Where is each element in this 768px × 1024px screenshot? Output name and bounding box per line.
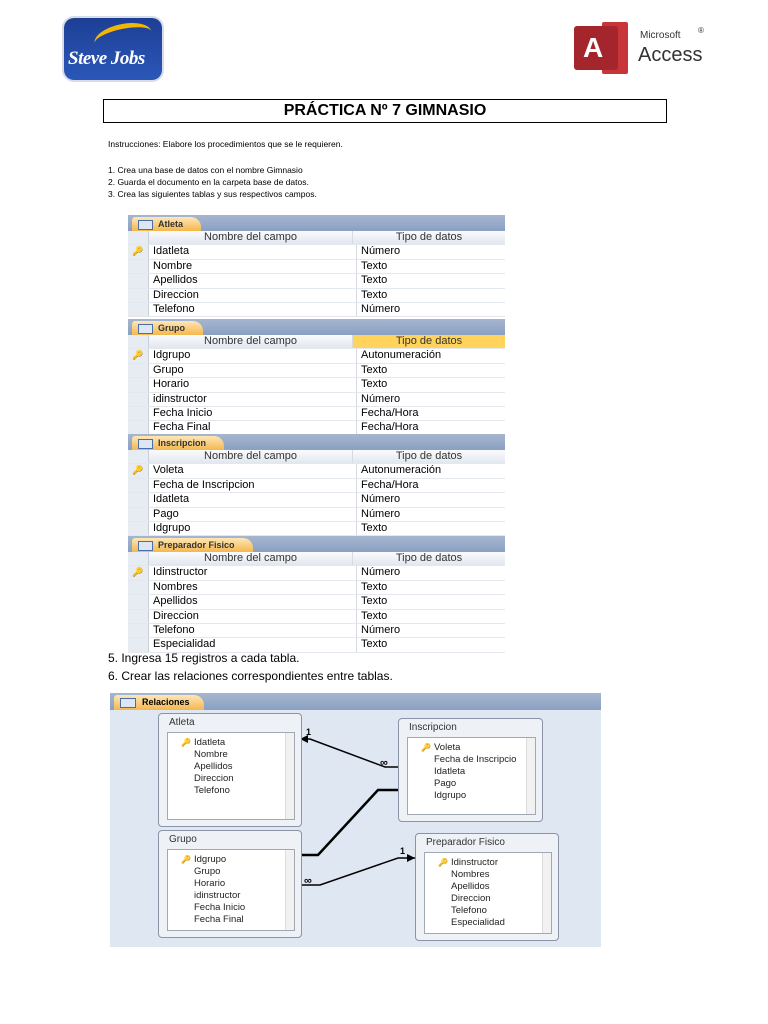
data-type[interactable]: Autonumeración [361,464,442,477]
data-type[interactable]: Texto [361,521,388,534]
step-3: 3. Crea las siguientes tablas y sus respectivos campos. [108,189,317,199]
table-tab[interactable]: Preparador Fisico [132,538,253,552]
field-name[interactable]: Apellidos [149,595,357,608]
relation-field[interactable]: Idgrupo [434,790,467,801]
table-header-row [128,450,505,464]
field-name[interactable]: Telefono [149,624,357,637]
field-name[interactable]: Voleta [149,464,357,477]
field-name[interactable]: Fecha de Inscripcion [149,479,357,492]
data-type[interactable]: Texto [361,638,388,651]
one-marker: 1 [400,846,406,856]
relation-field[interactable]: Fecha de Inscripcio [434,754,517,765]
table-row[interactable] [128,479,505,493]
table-header-row [128,552,505,566]
registered-mark: ® [698,26,704,35]
table-header-row [128,231,505,245]
page-title: PRÁCTICA Nº 7 GIMNASIO [103,99,667,123]
column-header-field: Nombre del campo [149,552,353,565]
table-row[interactable] [128,624,505,638]
table-row[interactable] [128,566,505,580]
relation-field[interactable]: idinstructor [194,890,241,901]
table-row[interactable] [128,274,505,288]
data-type[interactable]: Texto [361,288,388,301]
one-marker: 1 [306,727,312,737]
relation-field[interactable]: Horario [194,878,226,889]
step-6: 6. Crear las relaciones correspondientes entre tablas. [108,669,393,683]
data-type[interactable]: Número [361,507,401,520]
relation-field[interactable]: Idatleta [434,766,466,777]
column-header-type: Tipo de datos [395,231,463,243]
column-header-type: Tipo de datos [395,552,463,564]
key-icon: 🔑 [181,738,191,747]
relation-field[interactable]: Especialidad [451,917,505,928]
data-type[interactable]: Texto [361,595,388,608]
field-name[interactable]: Direccion [149,610,357,623]
relation-table-box[interactable] [158,713,302,827]
table-tab[interactable]: Atleta [132,217,201,231]
field-name[interactable]: Idgrupo [149,522,357,535]
scrollbar[interactable] [526,738,535,814]
instructions-text: Instrucciones: Elabore los procedimientos que se le requieren. [108,139,343,149]
key-icon: 🔑 [132,350,144,361]
field-name[interactable]: Telefono [149,303,357,316]
data-type[interactable]: Texto [361,609,388,622]
access-letter: A [583,32,604,63]
field-name[interactable]: idinstructor [149,393,357,406]
relation-field[interactable]: Idgrupo [194,854,227,865]
relation-field[interactable]: Fecha Final [194,914,244,925]
relation-field[interactable]: Voleta [434,742,461,753]
field-name[interactable]: Nombres [149,581,357,594]
data-type[interactable]: Número [361,245,401,258]
table-row[interactable] [128,303,505,317]
table-row[interactable] [128,245,505,259]
relation-table-title[interactable]: Atleta [169,717,195,728]
steve-jobs-logo [64,18,162,80]
table-tab[interactable]: Grupo [132,321,203,335]
data-type[interactable]: Texto [361,363,388,376]
field-name[interactable]: Direccion [149,289,357,302]
key-icon: 🔑 [132,465,144,476]
field-name[interactable]: Horario [149,378,357,391]
column-header-type: Tipo de datos [395,450,463,462]
relations-tab[interactable]: Relaciones [114,695,204,710]
scrollbar[interactable] [285,850,294,930]
many-marker: ∞ [304,875,312,887]
table-row[interactable] [128,378,505,392]
relation-arrow [407,854,415,862]
table-design-3 [128,536,505,653]
table-design-2 [128,434,505,536]
many-marker: ∞ [380,757,388,769]
table-design-1 [128,319,505,436]
step-1: 1. Crea una base de datos con el nombre Gimnasio [108,165,303,175]
table-row[interactable] [128,581,505,595]
field-name[interactable]: Fecha Inicio [149,407,357,420]
data-type[interactable]: Texto [361,259,388,272]
column-header-field: Nombre del campo [149,450,353,463]
relation-line-grupo-preparador [300,858,415,885]
key-icon: 🔑 [132,246,144,257]
relation-field[interactable]: Pago [434,778,457,789]
table-row[interactable] [128,349,505,363]
relations-window [110,693,601,947]
relation-field[interactable]: Idatleta [194,737,226,748]
scrollbar[interactable] [542,853,551,933]
access-logo [572,22,712,74]
data-type[interactable]: Número [361,623,401,636]
relation-field[interactable]: Nombres [451,869,490,880]
field-name[interactable]: Idatleta [149,493,357,506]
column-header-field: Nombre del campo [149,335,353,348]
column-header-field: Nombre del campo [149,231,353,244]
microsoft-label: Microsoft [640,30,681,41]
relation-table-box[interactable] [398,718,543,822]
data-type[interactable]: Texto [361,580,388,593]
data-type[interactable]: Texto [361,378,388,391]
step-5: 5. Ingresa 15 registros a cada tabla. [108,651,300,665]
relation-field[interactable]: Idinstructor [451,857,498,868]
data-type[interactable]: Autonumeración [361,349,442,362]
relation-field[interactable]: Grupo [194,866,221,877]
relation-table-box[interactable] [415,833,559,941]
table-header-row [128,335,505,349]
field-name[interactable]: Pago [149,508,357,521]
relation-field[interactable]: Nombre [194,749,228,760]
data-type[interactable]: Fecha/Hora [361,406,419,419]
relation-field[interactable]: Telefono [194,785,230,796]
field-name[interactable]: Nombre [149,260,357,273]
steve-jobs-logo-text: Steve Jobs [68,48,145,69]
field-name[interactable]: Fecha Final [149,421,357,434]
relation-table-title[interactable]: Grupo [169,834,197,845]
table-row[interactable] [128,260,505,274]
table-row[interactable] [128,407,505,421]
scrollbar[interactable] [285,733,294,819]
relation-table-box[interactable] [158,830,302,938]
field-name[interactable]: Apellidos [149,274,357,287]
key-icon: 🔑 [132,567,144,578]
key-icon: 🔑 [421,743,431,752]
table-row[interactable] [128,464,505,478]
relation-field[interactable]: Apellidos [194,761,233,772]
relation-field[interactable]: Apellidos [451,881,490,892]
relation-field[interactable]: Direccion [194,773,234,784]
key-icon: 🔑 [181,855,191,864]
key-icon: 🔑 [438,858,448,867]
table-row[interactable] [128,522,505,536]
data-type[interactable]: Número [361,302,401,315]
data-type[interactable]: Fecha/Hora [361,478,419,491]
table-design-0 [128,215,505,317]
relation-field[interactable]: Fecha Inicio [194,902,246,913]
access-label: Access [638,44,703,66]
table-row[interactable] [128,289,505,303]
relation-field[interactable]: Direccion [451,893,491,904]
field-name[interactable]: Grupo [149,364,357,377]
table-row[interactable] [128,364,505,378]
relation-field[interactable]: Telefono [451,905,487,916]
relation-line-grupo-inscripcion [300,790,398,855]
data-type[interactable]: Número [361,493,401,506]
table-tab[interactable]: Inscripcion [132,436,224,450]
table-row[interactable] [128,393,505,407]
step-2: 2. Guarda el documento en la carpeta base de datos. [108,177,309,187]
data-type[interactable]: Texto [361,274,388,287]
data-type[interactable]: Número [361,566,401,579]
relation-table-title[interactable]: Preparador Fisico [426,837,505,848]
relation-table-title[interactable]: Inscripcion [409,722,457,733]
field-name[interactable]: Idinstructor [149,566,357,579]
field-name[interactable]: Especialidad [149,638,357,651]
field-name[interactable]: Idatleta [149,245,357,258]
table-row[interactable] [128,610,505,624]
table-row[interactable] [128,595,505,609]
column-header-type: Tipo de datos [353,335,505,348]
data-type[interactable]: Fecha/Hora [361,421,419,434]
table-row[interactable] [128,508,505,522]
table-row[interactable] [128,493,505,507]
field-name[interactable]: Idgrupo [149,349,357,362]
data-type[interactable]: Número [361,392,401,405]
